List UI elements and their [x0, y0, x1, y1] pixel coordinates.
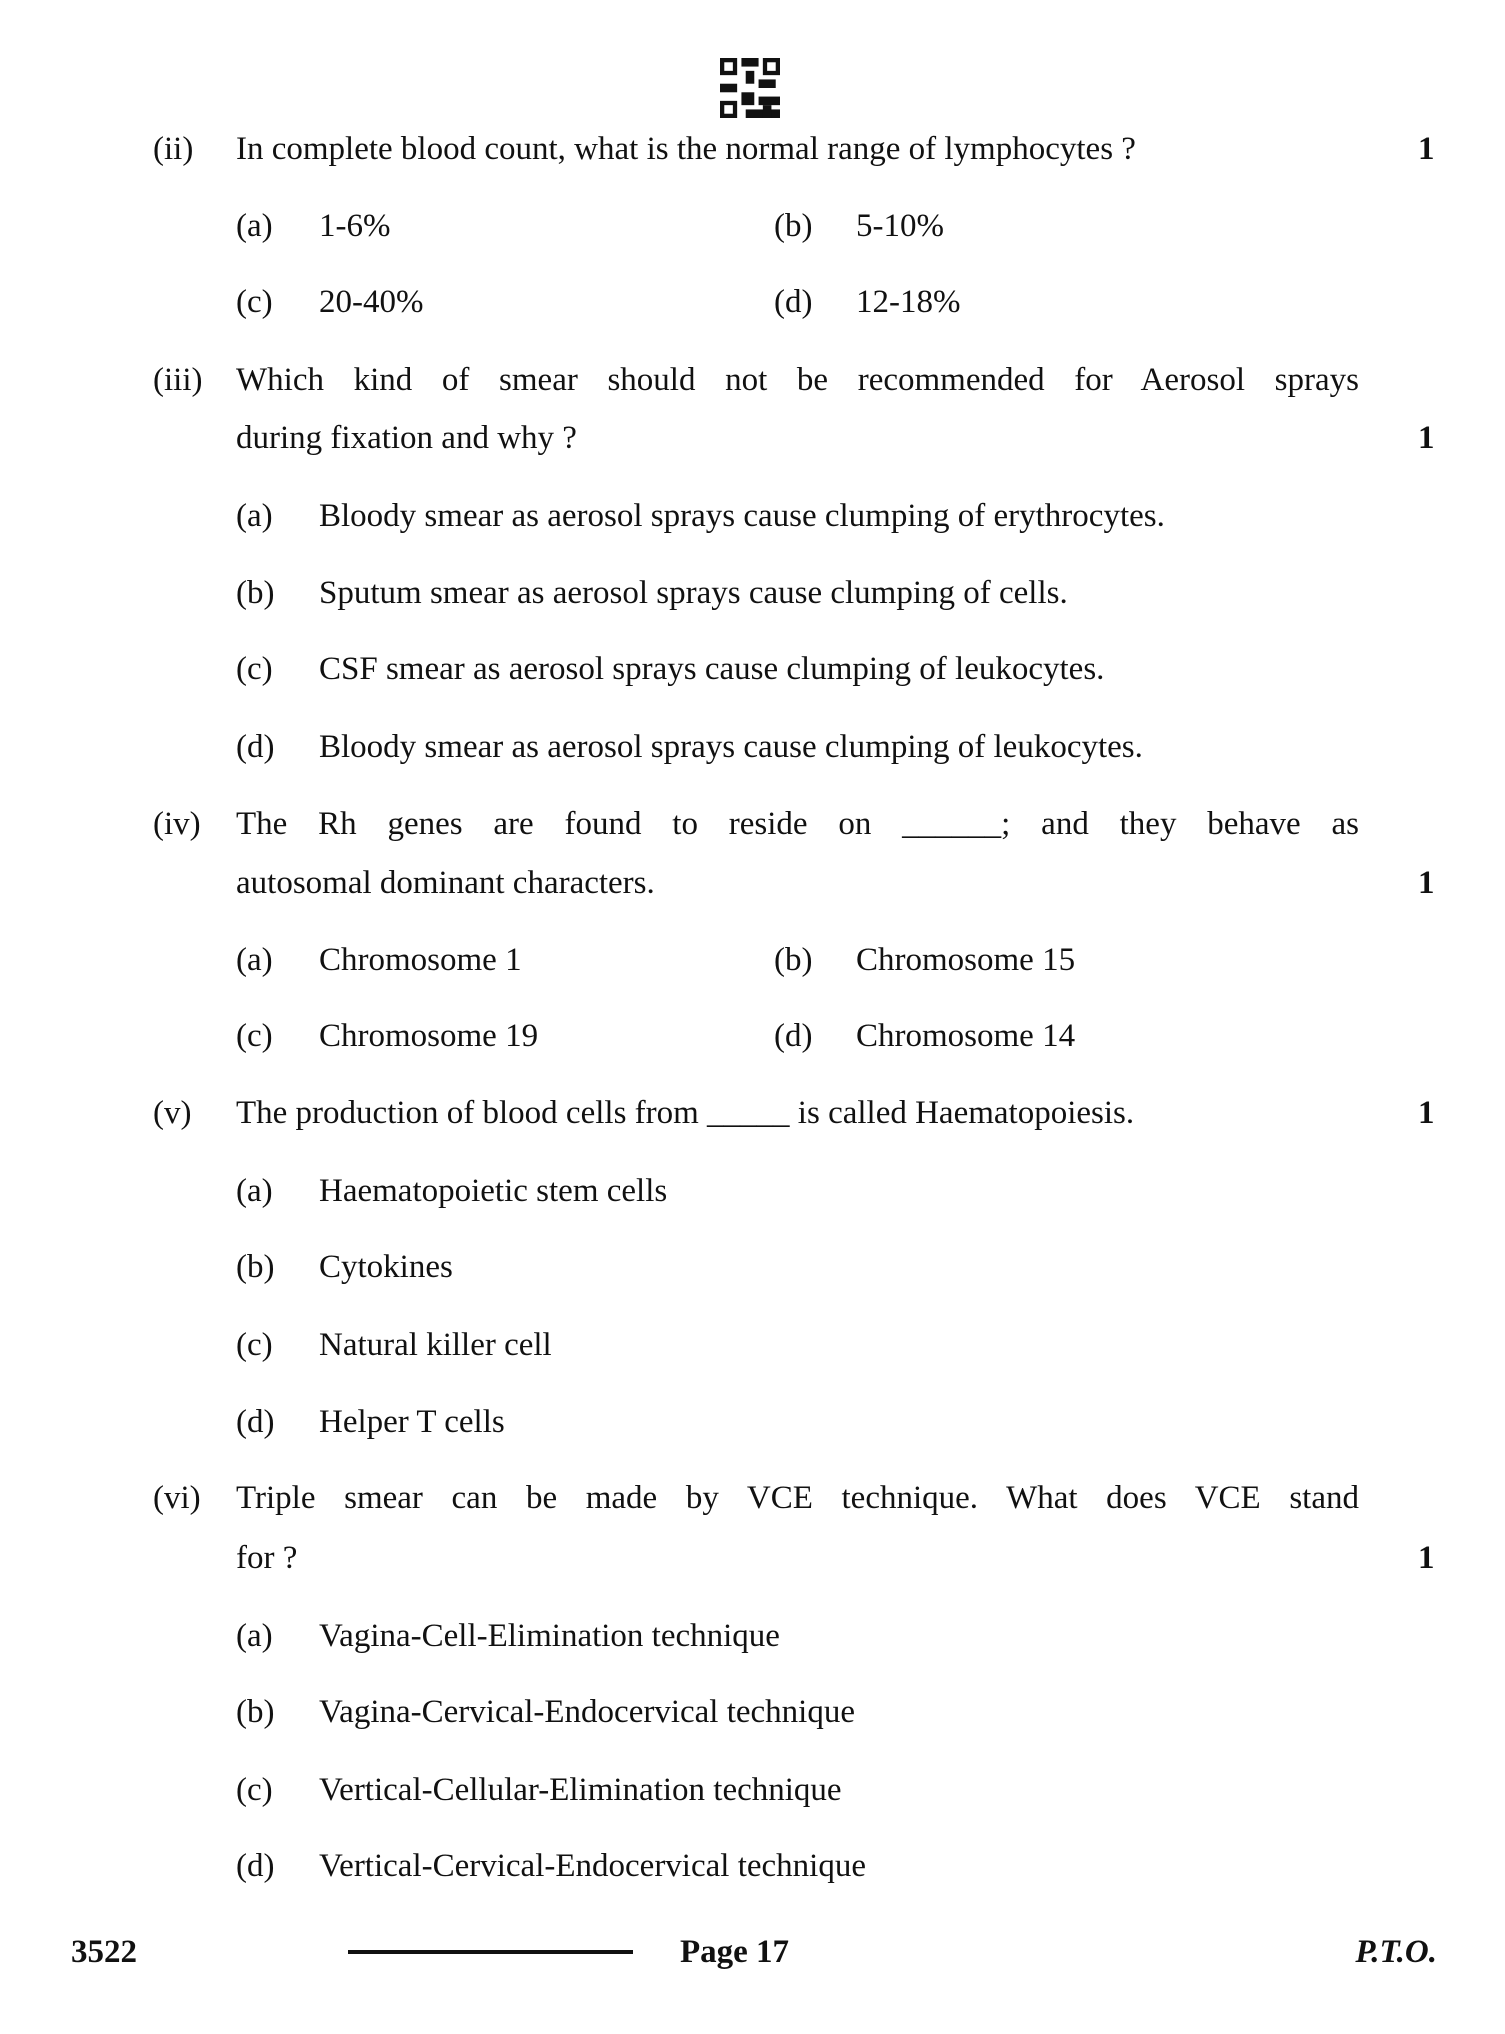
- question-text: The Rh genes are found to reside on ______; and they behave as: [236, 806, 1359, 842]
- option-text: CSF smear as aerosol sprays cause clumping of leukocytes.: [319, 651, 1105, 687]
- option-text: 12-18%: [856, 284, 961, 320]
- question-number: (v): [153, 1095, 192, 1131]
- pto-label: P.T.O.: [1355, 1934, 1437, 1970]
- option-text: Haematopoietic stem cells: [319, 1173, 668, 1209]
- question-number: (iv): [153, 806, 201, 842]
- question-number: (ii): [153, 131, 194, 167]
- option-label: (d): [236, 729, 275, 765]
- option-label: (d): [236, 1848, 275, 1884]
- option-text: Chromosome 15: [856, 942, 1076, 978]
- option-text: 5-10%: [856, 208, 944, 244]
- option-label: (a): [236, 208, 273, 244]
- marks: 1: [1418, 131, 1435, 167]
- option-text: Helper T cells: [319, 1404, 505, 1440]
- question-text: during fixation and why ?: [236, 420, 577, 456]
- option-label: (c): [236, 1327, 273, 1363]
- option-label: (a): [236, 1618, 273, 1654]
- option-text: Chromosome 1: [319, 942, 522, 978]
- marks: 1: [1418, 1540, 1435, 1576]
- question-number: (iii): [153, 362, 203, 398]
- option-label: (b): [774, 942, 813, 978]
- question-text: The production of blood cells from _____ is called Haematopoiesis.: [236, 1095, 1135, 1131]
- option-label: (d): [774, 1018, 813, 1054]
- option-text: Vertical-Cervical-Endocervical technique: [319, 1848, 866, 1884]
- option-label: (b): [236, 575, 275, 611]
- option-label: (a): [236, 498, 273, 534]
- option-text: Bloody smear as aerosol sprays cause clumping of erythrocytes.: [319, 498, 1165, 534]
- option-text: Natural killer cell: [319, 1327, 552, 1363]
- option-text: Chromosome 14: [856, 1018, 1076, 1054]
- qr-code-icon: [720, 58, 780, 118]
- option-label: (d): [236, 1404, 275, 1440]
- option-label: (c): [236, 284, 273, 320]
- footer-rule: [348, 1950, 633, 1954]
- option-text: Cytokines: [319, 1249, 453, 1285]
- option-label: (c): [236, 651, 273, 687]
- option-label: (b): [236, 1249, 275, 1285]
- option-label: (a): [236, 1173, 273, 1209]
- marks: 1: [1418, 865, 1435, 901]
- marks: 1: [1418, 1095, 1435, 1131]
- page-number: Page 17: [680, 1934, 790, 1970]
- option-label: (d): [774, 284, 813, 320]
- option-label: (a): [236, 942, 273, 978]
- option-label: (b): [236, 1694, 275, 1730]
- option-text: 1-6%: [319, 208, 391, 244]
- option-text: Sputum smear as aerosol sprays cause clumping of cells.: [319, 575, 1068, 611]
- option-text: 20-40%: [319, 284, 424, 320]
- question-text: autosomal dominant characters.: [236, 865, 655, 901]
- question-text: In complete blood count, what is the normal range of lymphocytes ?: [236, 131, 1136, 167]
- question-number: (vi): [153, 1480, 201, 1516]
- question-text: Which kind of smear should not be recommended for Aerosol sprays: [236, 362, 1359, 398]
- option-text: Vagina-Cervical-Endocervical technique: [319, 1694, 855, 1730]
- option-label: (c): [236, 1772, 273, 1808]
- option-label: (b): [774, 208, 813, 244]
- option-text: Chromosome 19: [319, 1018, 539, 1054]
- option-text: Vertical-Cellular-Elimination technique: [319, 1772, 842, 1808]
- option-text: Vagina-Cell-Elimination technique: [319, 1618, 780, 1654]
- question-text: Triple smear can be made by VCE technique. What does VCE stand: [236, 1480, 1359, 1516]
- question-text: for ?: [236, 1540, 298, 1576]
- option-text: Bloody smear as aerosol sprays cause clumping of leukocytes.: [319, 729, 1143, 765]
- paper-code: 3522: [71, 1934, 137, 1970]
- option-label: (c): [236, 1018, 273, 1054]
- marks: 1: [1418, 420, 1435, 456]
